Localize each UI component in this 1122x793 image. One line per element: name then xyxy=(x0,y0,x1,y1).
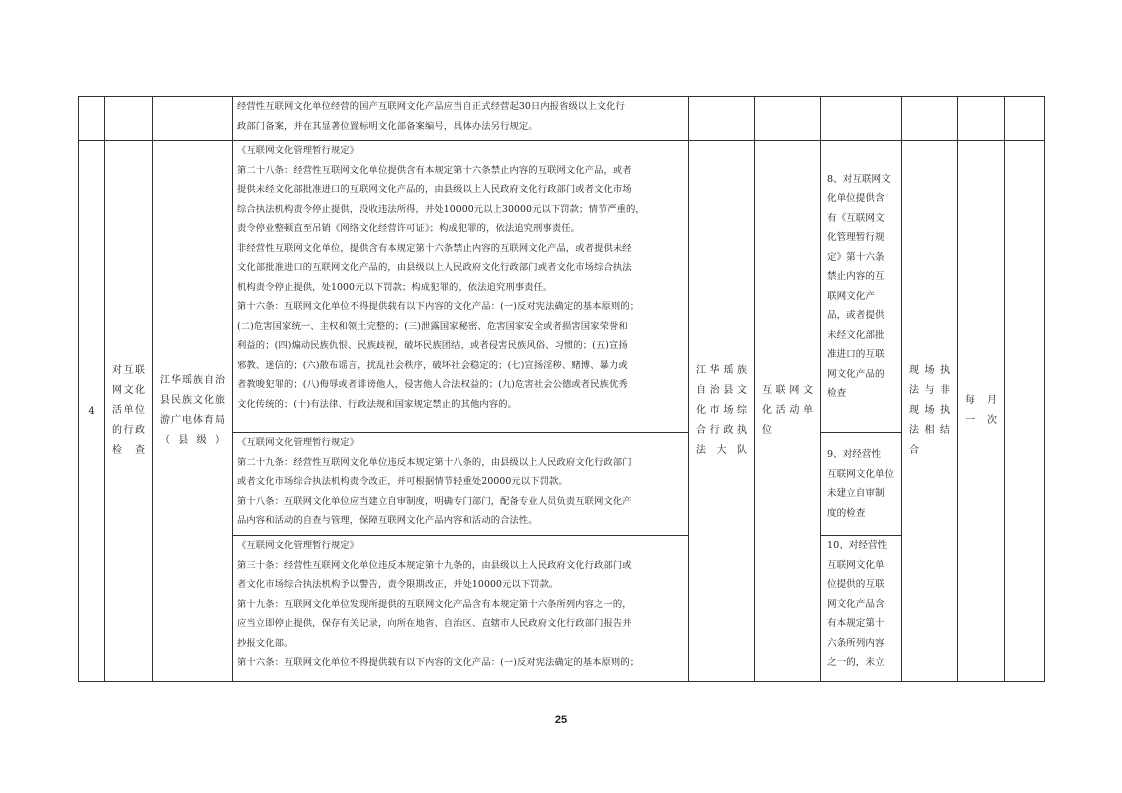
table-row-main xyxy=(79,141,1045,433)
row-index: 4 xyxy=(79,141,105,682)
basis-line: 经营性互联网文化单位经营的国产互联网文化产品应当自正式经营起30日内报省级以上文化行 xyxy=(237,101,625,112)
check-item-name xyxy=(105,141,153,682)
basis-line: 品内容和活动的自查与管理，保障互联网文化产品内容和活动的合法性。 xyxy=(237,515,538,526)
check-content-line: 互联网文化单位 xyxy=(827,468,895,480)
basis-line: 者教唆犯罪的；(八)侮辱或者诽谤他人，侵害他人合法权益的；(九)危害社会公德或者民族优秀 xyxy=(237,379,628,390)
check-item-line: 的行政 xyxy=(112,425,145,436)
section-title: 《互联网文化管理暂行规定》 xyxy=(237,145,360,156)
basis-line: 第三十条：经营性互联网文化单位违反本规定第十九条的，由县级以上人民政府文化行政部门或 xyxy=(237,559,632,571)
frequency-line: 每月 xyxy=(965,395,997,406)
check-content-line: 化管理暂行规 xyxy=(827,232,885,243)
check-item-line: 活单位 xyxy=(112,405,145,416)
basis-line: 政部门备案，并在其显著位置标明文化部备案编号，具体办法另行规定。 xyxy=(237,120,538,132)
check-content-line: 有本规定第十 xyxy=(827,618,885,629)
check-content-line: 准进口的互联 xyxy=(827,349,885,360)
check-content-line: 之一的，未立 xyxy=(827,657,885,668)
basis-line: 者文化市场综合执法机构予以警告，责令限期改正，并处10000元以下罚款。 xyxy=(237,579,559,590)
check-content-line: 化单位提供含 xyxy=(827,193,885,204)
enforcer-line: 自治县文 xyxy=(696,385,747,396)
basis-line: 机构责令停止提供，处1000元以下罚款；构成犯罪的，依法追究刑事责任。 xyxy=(237,281,553,293)
basis-line: 抄报文化部。 xyxy=(237,637,294,649)
regulation-table xyxy=(78,96,1045,682)
section-title: 《互联网文化管理暂行规定》 xyxy=(237,437,360,448)
method-line: 合 xyxy=(909,445,919,456)
basis-line: 文化部批准进口的互联网文化产品的，由县级以上人民政府文化行政部门或者文化市场综合执法 xyxy=(237,262,632,273)
inspection-method xyxy=(902,141,958,682)
responsible-department xyxy=(153,141,233,682)
basis-line: 邪教、迷信的；(六)散布谣言，扰乱社会秩序，破坏社会稳定的；(七)宣扬淫秽、赌博、暴力或 xyxy=(237,359,628,371)
object-line: 化活动单 xyxy=(762,405,813,416)
check-content-10 xyxy=(821,536,902,682)
check-item-line: 检查 xyxy=(112,445,145,456)
check-content-line: 品，或者提供 xyxy=(827,310,885,321)
check-content-line: 网文化产品含 xyxy=(827,598,885,610)
department-line: 游广电体育局 xyxy=(160,415,225,426)
enforcer-line: 法大队 xyxy=(696,445,747,456)
table-row-top xyxy=(79,97,1045,141)
method-line: 法相结 xyxy=(909,425,950,436)
basis-line: 或者文化市场综合执法机构责令改正，并可根据情节轻重处20000元以下罚款。 xyxy=(237,476,568,487)
enforcement-body xyxy=(689,141,755,682)
department-line: （县级） xyxy=(160,435,225,446)
basis-line: 非经营性互联网文化单位，提供含有本规定第十六条禁止内容的互联网文化产品，或者提供未经 xyxy=(237,242,632,254)
basis-line: 利益的；(四)煽动民族仇恨、民族歧视，破坏民族团结，或者侵害民族风俗、习惯的；(五)宣扬 xyxy=(237,340,628,351)
enforcer-line: 化市场综 xyxy=(696,405,747,416)
basis-line: 责令停业整顿直至吊销《网络文化经营许可证》；构成犯罪的，依法追究刑事责任。 xyxy=(237,223,581,234)
check-content-line: 网文化产品的 xyxy=(827,368,885,380)
check-content-line: 8、对互联网文 xyxy=(827,173,891,185)
basis-text xyxy=(237,161,684,415)
basis-line: 第十九条：互联网文化单位发现所提供的互联网文化产品含有本规定第十六条所列内容之一的， xyxy=(237,598,632,610)
check-content-8 xyxy=(821,141,902,433)
basis-line: 文化传统的；(十)有法律、行政法规和国家规定禁止的其他内容的。 xyxy=(237,398,517,410)
check-item-line: 网文化 xyxy=(112,385,145,396)
basis-line: 第二十九条：经营性互联网文化单位违反本规定第十八条的，由县级以上人民政府文化行政部门 xyxy=(237,456,632,468)
method-line: 现场执 xyxy=(909,365,950,376)
method-line: 现场执 xyxy=(909,405,950,416)
basis-line: 应当立即停止提供，保存有关记录，向所在地省、自治区、直辖市人民政府文化行政部门报告并 xyxy=(237,618,632,629)
basis-line: 综合执法机构责令停止提供，没收违法所得，并处10000元以上30000元以下罚款；情节严重的， xyxy=(237,203,645,215)
department-line: 县民族文化旅 xyxy=(160,395,225,406)
check-content-line: 度的检查 xyxy=(827,507,866,519)
basis-line: 第二十八条：经营性互联网文化单位提供含有本规定第十六条禁止内容的互联网文化产品，或者 xyxy=(237,164,632,176)
frequency-line: 一次 xyxy=(965,415,997,426)
basis-text xyxy=(237,97,684,136)
basis-cell-2 xyxy=(233,433,689,536)
method-line: 法与非 xyxy=(909,385,950,396)
check-content-line: 禁止内容的互 xyxy=(827,271,885,282)
check-item-line: 对互联 xyxy=(112,365,145,376)
basis-cell-top xyxy=(233,97,689,141)
check-content-line: 10、对经营性 xyxy=(827,540,888,551)
inspection-frequency xyxy=(958,141,1005,682)
check-content-line: 互联网文化单 xyxy=(827,559,885,571)
object-line: 互联网文 xyxy=(762,385,813,396)
basis-line: 第十八条：互联网文化单位应当建立自审制度，明确专门部门，配备专业人员负责互联网文化产 xyxy=(237,495,632,507)
check-content-9 xyxy=(821,433,902,536)
object-line: 位 xyxy=(762,425,772,436)
page-number: 25 xyxy=(554,714,568,726)
basis-cell-1 xyxy=(233,141,689,433)
basis-line: 第十六条：互联网文化单位不得提供载有以下内容的文化产品：(一)反对宪法确定的基本原则的； xyxy=(237,301,640,312)
basis-line: 提供未经文化部批准进口的互联网文化产品的，由县级以上人民政府文化行政部门或者文化市场 xyxy=(237,184,632,195)
basis-text xyxy=(237,453,684,531)
check-content-line: 六条所列内容 xyxy=(827,637,885,649)
check-content-line: 定》第十六条 xyxy=(827,251,885,263)
check-content-line: 联网文化产 xyxy=(827,290,875,302)
section-title: 《互联网文化管理暂行规定》 xyxy=(237,540,360,551)
check-content-line: 未经文化部批 xyxy=(827,329,885,341)
enforcer-line: 合行政执 xyxy=(696,425,747,436)
inspection-object xyxy=(755,141,821,682)
department-line: 江华瑶族自治 xyxy=(160,375,225,386)
basis-line: (二)危害国家统一、主权和领土完整的；(三)泄露国家秘密、危害国家安全或者损害国家荣誉和 xyxy=(237,320,628,332)
check-content-line: 检查 xyxy=(827,388,847,399)
basis-text xyxy=(237,556,684,673)
check-content-line: 位提供的互联 xyxy=(827,579,885,590)
check-content-line: 9、对经营性 xyxy=(827,449,882,460)
enforcer-line: 江华瑶族 xyxy=(696,365,747,376)
check-content-line: 有《互联网文 xyxy=(827,212,885,224)
check-content-line: 未建立自审制 xyxy=(827,488,885,499)
basis-cell-3 xyxy=(233,536,689,682)
basis-line: 第十六条：互联网文化单位不得提供载有以下内容的文化产品：(一)反对宪法确定的基本原则的； xyxy=(237,657,640,668)
